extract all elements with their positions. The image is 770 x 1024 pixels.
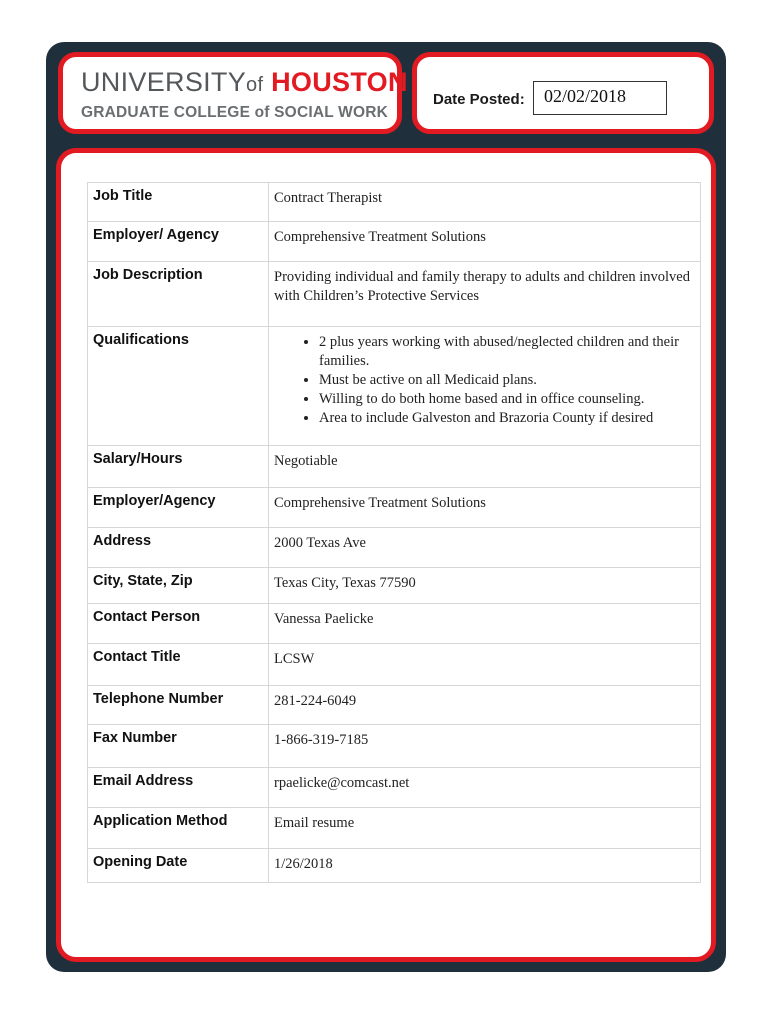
row-value: Providing individual and family therapy to adults and children involved with Children’s Protective Services (269, 262, 701, 327)
table-row (88, 446, 701, 488)
table-row (88, 808, 701, 849)
row-label: Job Description (88, 262, 269, 327)
table-row (88, 604, 701, 644)
row-value: Comprehensive Treatment Solutions (269, 222, 701, 262)
table-row (88, 568, 701, 604)
list-item: • Area to include Galveston and Brazoria County if desired (319, 409, 696, 428)
row-value: 2000 Texas Ave (269, 528, 701, 568)
row-value: 1-866-319-7185 (269, 725, 701, 768)
row-value: 1/26/2018 (269, 849, 701, 883)
row-label: Telephone Number (88, 686, 269, 725)
date-posted-label: Date Posted: (433, 91, 525, 108)
row-label: Opening Date (88, 849, 269, 883)
row-value: Comprehensive Treatment Solutions (269, 488, 701, 528)
row-label: Salary/Hours (88, 446, 269, 488)
list-item: • Must be active on all Medicaid plans. (319, 371, 696, 390)
row-label: Contact Title (88, 644, 269, 686)
university-logo (58, 52, 408, 134)
logo-wordmark (81, 67, 408, 100)
table-row (88, 488, 701, 528)
date-posted-field[interactable]: 02/02/2018 (533, 81, 667, 115)
logo-houston-text: HOUSTON (271, 67, 408, 97)
row-value: Vanessa Paelicke (269, 604, 701, 644)
qualifications-list (274, 333, 696, 428)
row-value: Texas City, Texas 77590 (269, 568, 701, 604)
email-value[interactable]: rpaelicke@comcast.net (269, 768, 701, 808)
list-item: • 2 plus years working with abused/neglected children and their families. (319, 333, 696, 371)
row-label: Qualifications (88, 327, 269, 446)
row-label: Contact Person (88, 604, 269, 644)
row-label: Employer/Agency (88, 488, 269, 528)
row-value: 281-224-6049 (269, 686, 701, 725)
table-row (88, 262, 701, 327)
row-label: City, State, Zip (88, 568, 269, 604)
row-label: Email Address (88, 768, 269, 808)
table-row (88, 222, 701, 262)
list-item: • Willing to do both home based and in office counseling. (319, 390, 696, 409)
row-label: Employer/ Agency (88, 222, 269, 262)
row-label: Address (88, 528, 269, 568)
table-row (88, 768, 701, 808)
qualifications-cell (269, 327, 701, 446)
logo-university-text: UNIVERSITY (81, 67, 247, 97)
table-row (88, 686, 701, 725)
table-row (88, 849, 701, 883)
table-row (88, 183, 701, 222)
logo-of-text: of (246, 74, 264, 96)
row-value: Negotiable (269, 446, 701, 488)
date-posted-panel (412, 52, 714, 134)
row-label: Job Title (88, 183, 269, 222)
table-row (88, 528, 701, 568)
job-details-table (87, 182, 701, 883)
row-label: Application Method (88, 808, 269, 849)
row-label: Fax Number (88, 725, 269, 768)
table-row (88, 725, 701, 768)
table-row (88, 327, 701, 446)
row-value: Email resume (269, 808, 701, 849)
logo-college-name: GRADUATE COLLEGE of SOCIAL WORK (81, 104, 389, 121)
row-value: LCSW (269, 644, 701, 686)
row-value: Contract Therapist (269, 183, 701, 222)
table-row (88, 644, 701, 686)
